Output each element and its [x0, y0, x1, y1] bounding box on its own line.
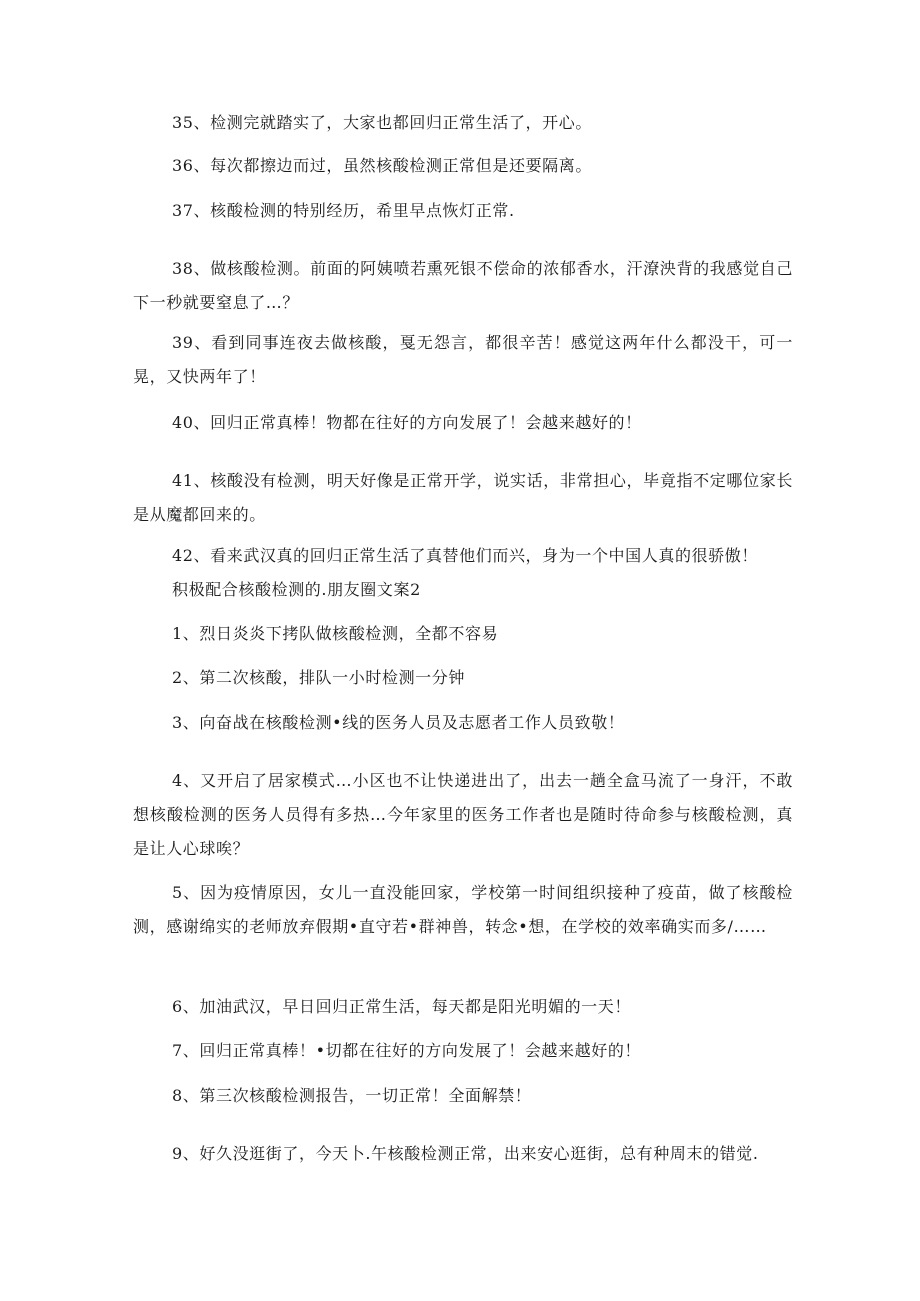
- paragraph-4: 4、又开启了居家模式…小区也不让快递进出了，出去一趟全盒马流了一身汗，不敢想核酸检测的医务人员得有多热…今年家里的医务工作者也是随时待命参与核酸检测，真是让人心球唉？: [133, 771, 793, 858]
- section-heading: 积极配合核酸检测的.朋友圈文案2: [172, 580, 421, 599]
- paragraph-2: 2、第二次核酸，排队一小时检测一分钟: [172, 668, 465, 687]
- paragraph-6: 6、加油武汉，早日回归正常生活，每天都是阳光明媚的一天！: [172, 997, 631, 1016]
- paragraph-40: 40、回归正常真棒！物都在往好的方向发展了！会越来越好的！: [172, 413, 642, 432]
- paragraph-42: 42、看来武汉真的回归正常生活了真替他们而兴，身为一个中国人真的很骄傲！: [172, 546, 758, 565]
- paragraph-39: 39、看到同事连夜去做核酸，戛无怨言，都很辛苦！感觉这两年什么都没干，可一晃，又快两年了！: [133, 333, 793, 386]
- paragraph-3: 3、向奋战在核酸检测•线的医务人员及志愿者工作人员致敬！: [172, 713, 625, 732]
- paragraph-5: 5、因为疫情原因，女儿一直没能回家，学校第一时间组织接种了疫苗，做了核酸检测，感谢绵实的老师放弃假期•直守若•群神兽，转念•想，在学校的效率确实而多/……: [133, 883, 793, 936]
- paragraph-36: 36、每次都擦边而过，虽然核酸检测正常但是还要隔离。: [172, 156, 592, 175]
- paragraph-41: 41、核酸没有检测，明天好像是正常开学，说实话，非常担心，毕竟指不定哪位家长是从魔都回来的。: [133, 471, 793, 524]
- paragraph-37: 37、核酸检测的特别经历，希里早点恢灯正常.: [172, 201, 515, 220]
- paragraph-7: 7、回归正常真棒！•切都在往好的方向发展了！会越来越好的！: [172, 1041, 642, 1060]
- paragraph-35: 35、检测完就踏实了，大家也都回归正常生活了，开心。: [172, 113, 592, 132]
- paragraph-8: 8、第三次核酸检测报告，一切正常！全面解禁！: [172, 1086, 532, 1105]
- paragraph-1: 1、烈日炎炎下拷队做核酸检测，全都不容易: [172, 624, 499, 643]
- paragraph-38: 38、做核酸检测。前面的阿姨喷若熏死银不偿命的浓郁香水，汗潦泱背的我感觉自己下一秒就要窒息了…？: [133, 259, 793, 312]
- paragraph-9: 9、好久没逛街了，今天卜.午核酸检测正常，出来安心逛街，总有种周末的错觉.: [172, 1144, 759, 1163]
